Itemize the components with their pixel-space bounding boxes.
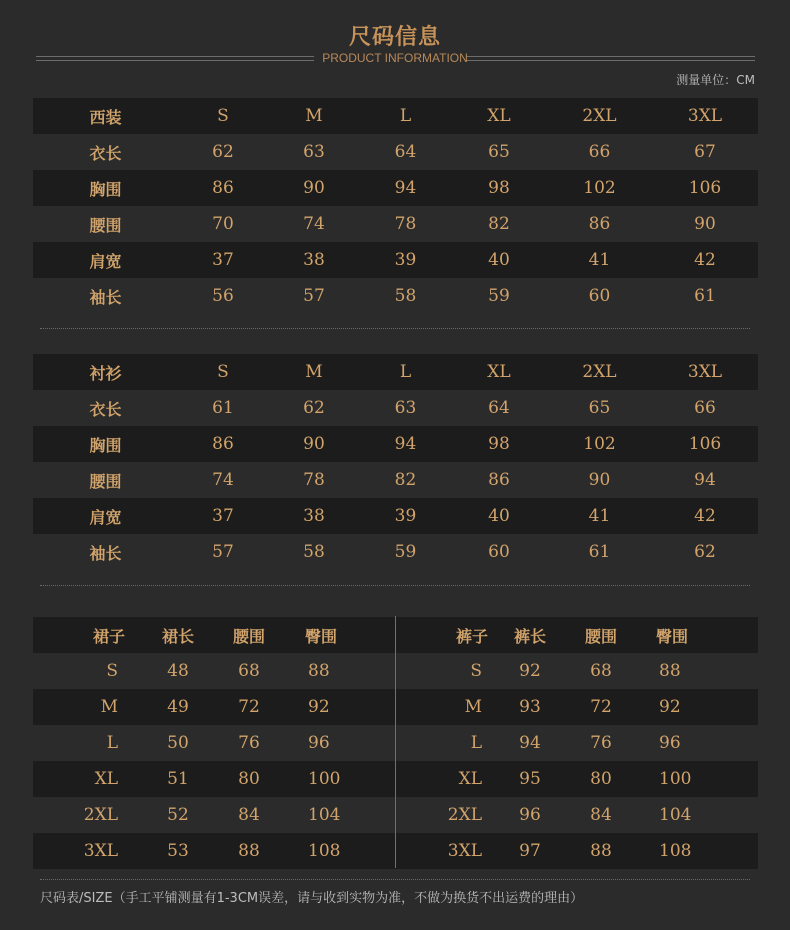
table-cell: 57 [303,286,325,306]
table-cell: 86 [178,426,268,462]
table-cell: 88 [659,661,681,681]
table-cell: 98 [451,426,547,462]
table-cell: L [106,733,118,753]
table-cell: 96 [659,733,681,753]
table-cell: 80 [213,761,285,797]
table-header-cell: 腰围 [570,617,632,653]
table-cell: 63 [303,142,325,162]
table-cell: 41 [547,498,652,534]
table-cell: 腰围 [89,471,122,491]
table-cell: 61 [588,542,611,562]
table-cell: 72 [570,689,632,725]
table-cell: 76 [590,733,612,753]
table-cell: 袖长 [89,543,122,563]
table-cell: 86 [178,170,268,206]
table-cell: 袖长 [89,287,122,307]
table-cell: 94 [694,470,716,490]
table-cell: 61 [694,286,716,306]
table-cell: M [33,689,143,725]
table-cell: 74 [212,470,234,490]
table-cell: 90 [268,426,360,462]
table-header-cell: 腰围 [213,617,285,653]
table-cell: 86 [488,470,510,490]
table-row [33,206,758,242]
table-cell: 48 [167,661,189,681]
table-cell: 93 [490,689,570,725]
table-cell: 2XL [447,805,482,825]
table-cell: 92 [285,689,395,725]
table-cell: 64 [394,142,417,162]
table-cell: 100 [285,761,395,797]
table-cell: 41 [547,242,652,278]
table-cell: 76 [238,733,260,753]
table-cell: 72 [213,689,285,725]
table-cell: 96 [308,733,330,753]
table-cell: 74 [303,214,325,234]
table-cell: 98 [451,170,547,206]
table-cell: 40 [451,242,547,278]
table-row [33,170,758,206]
table-cell: 64 [488,398,510,418]
table-cell: 51 [143,761,213,797]
table-header-cell: M [268,354,360,390]
table-cell: 86 [588,214,611,234]
table-row [33,242,758,278]
table-cell: 92 [632,689,758,725]
table-cell: 66 [588,142,611,162]
header [0,0,790,70]
table-row [33,278,758,314]
table-header-cell: XL [451,354,547,390]
section-divider [40,585,750,586]
table-cell: 65 [488,142,510,162]
table-header-cell: 裤长 [490,617,570,653]
table-cell: 39 [360,498,451,534]
table-cell: 59 [488,286,510,306]
table-cell: 94 [519,733,541,753]
table-header-cell: 2XL [547,98,652,134]
table-cell: 胸围 [33,426,178,462]
table-cell: 57 [212,542,234,562]
table-cell: 88 [308,661,330,681]
table-cell: 90 [268,170,360,206]
table-cell: L [470,733,482,753]
footnote: 尺码表/SIZE（手工平铺测量有1-3CM误差，请与收到实物为准，不做为换货不出运费的理由） [40,891,584,906]
page-title: 尺码信息 [348,25,441,50]
table-cell: 62 [212,142,234,162]
table-header-cell: 衬衫 [33,354,178,390]
section-divider [40,328,750,329]
vertical-divider [395,616,396,868]
table-cell: 102 [547,426,652,462]
table-cell: S [106,661,118,681]
table-cell: 3XL [33,833,143,869]
table-cell: 38 [268,498,360,534]
table-cell: 2XL [83,805,118,825]
table-cell: 40 [451,498,547,534]
table-cell: 84 [238,805,260,825]
table-header-cell: L [360,354,451,390]
shirt-size-table [33,354,758,570]
table-cell: 94 [360,426,451,462]
table-cell: 106 [652,170,758,206]
table-cell: 37 [178,242,268,278]
table-cell: 衣长 [89,399,122,419]
table-cell: 肩宽 [33,242,178,278]
table-cell: 100 [632,761,758,797]
table-cell: M [395,689,490,725]
table-header-row [33,98,758,134]
table-cell: 92 [519,661,541,681]
table-cell: 50 [167,733,189,753]
table-cell: 67 [694,142,716,162]
unit-label: 测量单位：CM [676,73,755,87]
table-cell: 59 [394,542,417,562]
table-cell: 53 [143,833,213,869]
table-cell: 58 [394,286,417,306]
table-header-cell: 裙子 [33,617,143,653]
table-header-row [33,354,758,390]
table-cell: 60 [488,542,510,562]
table-header-cell: XL [451,98,547,134]
table-header-cell: L [360,98,451,134]
table-cell: XL [395,761,490,797]
table-cell: 42 [652,242,758,278]
table-cell: 108 [632,833,758,869]
table-cell: 52 [167,805,189,825]
table-cell: 63 [394,398,417,418]
table-cell: 84 [590,805,612,825]
table-header-cell: S [178,354,268,390]
table-cell: 70 [212,214,234,234]
table-cell: 39 [360,242,451,278]
table-cell: S [470,661,482,681]
page-subtitle: PRODUCT INFORMATION [322,51,468,65]
table-header-cell: 臀围 [285,617,395,653]
table-cell: 88 [213,833,285,869]
table-header-cell: 裤子 [395,617,490,653]
table-cell: 37 [178,498,268,534]
table-cell: 腰围 [89,215,122,235]
suit-size-table [33,98,758,314]
table-header-cell: 西装 [33,98,178,134]
table-cell: 42 [652,498,758,534]
table-row [33,390,758,426]
table-header-cell: 3XL [652,98,758,134]
table-cell: 104 [308,805,341,825]
table-cell: 78 [394,214,417,234]
table-cell: 3XL [395,833,490,869]
table-cell: 90 [694,214,716,234]
table-cell: 65 [588,398,611,418]
table-cell: 62 [303,398,325,418]
table-cell: XL [33,761,143,797]
table-cell: 104 [659,805,692,825]
table-cell: 96 [519,805,541,825]
table-cell: 82 [488,214,510,234]
table-cell: 56 [212,286,234,306]
table-cell: 肩宽 [33,498,178,534]
table-row [33,498,758,534]
table-row [33,134,758,170]
table-cell: 68 [590,661,612,681]
table-row [33,534,758,570]
table-header-cell: S [178,98,268,134]
table-header-cell: 3XL [652,354,758,390]
table-header-cell: M [268,98,360,134]
table-cell: 88 [570,833,632,869]
table-cell: 94 [360,170,451,206]
table-cell: 78 [303,470,325,490]
table-cell: 49 [143,689,213,725]
table-cell: 38 [268,242,360,278]
table-cell: 95 [490,761,570,797]
table-cell: 106 [652,426,758,462]
table-cell: 58 [303,542,325,562]
table-header-cell: 臀围 [632,617,758,653]
section-divider [40,879,750,880]
table-cell: 102 [547,170,652,206]
table-cell: 97 [490,833,570,869]
table-header-cell: 2XL [547,354,652,390]
table-cell: 62 [694,542,716,562]
table-header-cell: 裙长 [143,617,213,653]
table-row [33,462,758,498]
table-cell: 胸围 [33,170,178,206]
table-cell: 60 [588,286,611,306]
table-cell: 衣长 [89,143,122,163]
table-cell: 68 [238,661,260,681]
table-row [33,426,758,462]
table-cell: 90 [588,470,611,490]
table-cell: 66 [694,398,716,418]
table-cell: 80 [570,761,632,797]
table-cell: 82 [394,470,417,490]
table-cell: 61 [212,398,234,418]
table-cell: 108 [285,833,395,869]
